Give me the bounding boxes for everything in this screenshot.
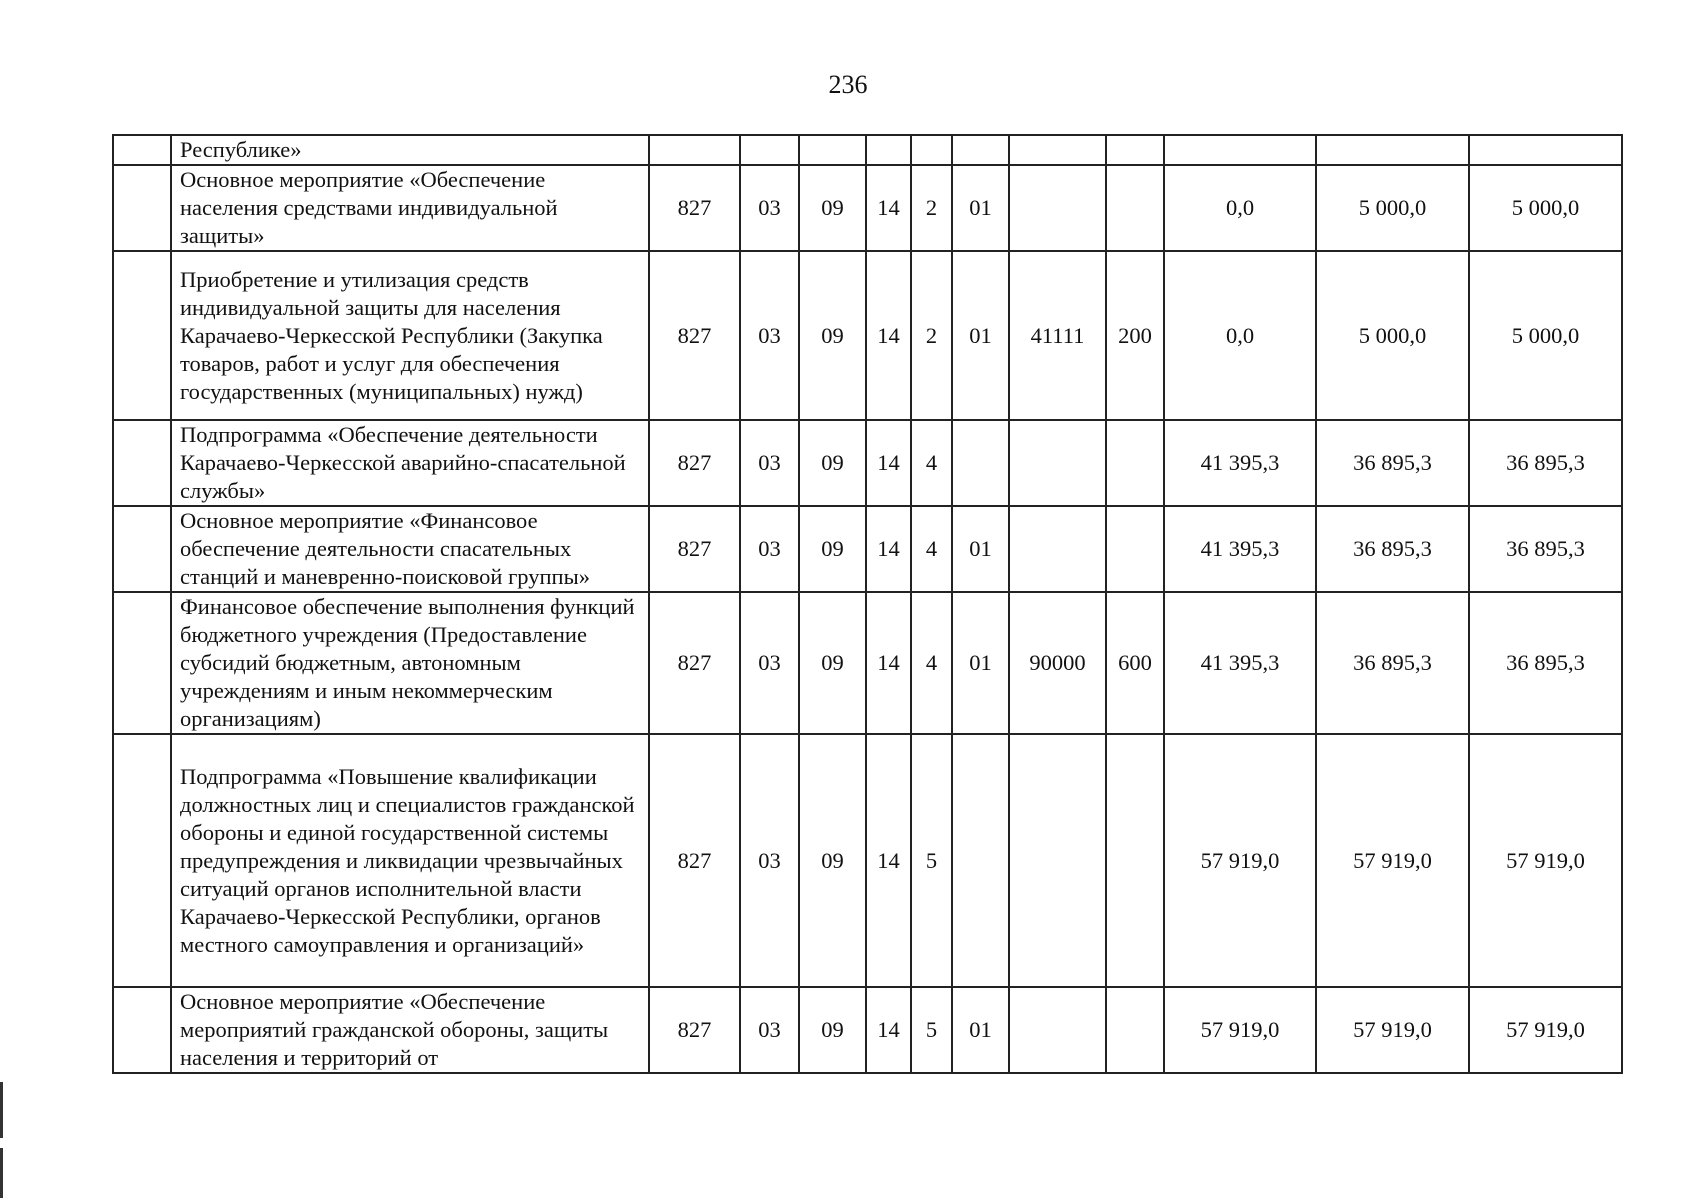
subprogram-code-cell: 4 (911, 420, 952, 506)
ministry-code-cell: 827 (649, 592, 740, 734)
amount-year2-cell: 57 919,0 (1316, 987, 1469, 1073)
section-code-cell: 03 (740, 165, 799, 251)
item-name-cell: Республике» (171, 135, 649, 165)
expense-type-code-cell (1106, 987, 1164, 1073)
section-code-cell: 03 (740, 251, 799, 420)
main-activity-code-cell (952, 135, 1009, 165)
expense-type-code-cell (1106, 135, 1164, 165)
subsection-code-cell (799, 135, 866, 165)
amount-year1-cell: 57 919,0 (1164, 734, 1316, 987)
main-activity-code-cell: 01 (952, 251, 1009, 420)
amount-year2-cell: 36 895,3 (1316, 420, 1469, 506)
subsection-code-cell: 09 (799, 987, 866, 1073)
amount-year2-cell: 36 895,3 (1316, 506, 1469, 592)
item-name-cell: Основное мероприятие «Обеспечение мероприятий гражданской обороны, защиты населения и территорий от (171, 987, 649, 1073)
main-activity-code-cell: 01 (952, 987, 1009, 1073)
subprogram-code-cell: 2 (911, 165, 952, 251)
amount-year2-cell: 57 919,0 (1316, 734, 1469, 987)
table-row (113, 135, 1622, 165)
table-row (113, 734, 1622, 987)
amount-year1-cell: 41 395,3 (1164, 506, 1316, 592)
row-number-cell (113, 251, 171, 420)
amount-year2-cell (1316, 135, 1469, 165)
direction-code-cell: 90000 (1009, 592, 1106, 734)
row-number-cell (113, 420, 171, 506)
direction-code-cell (1009, 987, 1106, 1073)
amount-year3-cell: 36 895,3 (1469, 506, 1622, 592)
ministry-code-cell: 827 (649, 251, 740, 420)
section-code-cell: 03 (740, 592, 799, 734)
subsection-code-cell: 09 (799, 251, 866, 420)
subsection-code-cell: 09 (799, 734, 866, 987)
amount-year3-cell: 5 000,0 (1469, 165, 1622, 251)
program-code-cell: 14 (866, 251, 911, 420)
main-activity-code-cell: 01 (952, 592, 1009, 734)
amount-year3-cell: 36 895,3 (1469, 420, 1622, 506)
ministry-code-cell: 827 (649, 420, 740, 506)
subprogram-code-cell: 4 (911, 592, 952, 734)
subsection-code-cell: 09 (799, 506, 866, 592)
expense-type-code-cell (1106, 734, 1164, 987)
expense-type-code-cell (1106, 420, 1164, 506)
amount-year3-cell: 57 919,0 (1469, 987, 1622, 1073)
direction-code-cell (1009, 420, 1106, 506)
subprogram-code-cell: 2 (911, 251, 952, 420)
section-code-cell: 03 (740, 987, 799, 1073)
table-row (113, 165, 1622, 251)
row-number-cell (113, 135, 171, 165)
ministry-code-cell: 827 (649, 165, 740, 251)
subprogram-code-cell: 5 (911, 987, 952, 1073)
item-name-cell: Финансовое обеспечение выполнения функций бюджетного учреждения (Предоставление субсидий бюджетным, автономным учреждениям и иным некоммерческим организациям) (171, 592, 649, 734)
main-activity-code-cell: 01 (952, 165, 1009, 251)
main-activity-code-cell (952, 734, 1009, 987)
expense-type-code-cell (1106, 165, 1164, 251)
page-number: 236 (828, 70, 868, 99)
amount-year2-cell: 5 000,0 (1316, 165, 1469, 251)
amount-year2-cell: 5 000,0 (1316, 251, 1469, 420)
direction-code-cell: 41111 (1009, 251, 1106, 420)
program-code-cell: 14 (866, 506, 911, 592)
table-row (113, 592, 1622, 734)
row-number-cell (113, 592, 171, 734)
direction-code-cell (1009, 506, 1106, 592)
subprogram-code-cell: 5 (911, 734, 952, 987)
item-name-cell: Приобретение и утилизация средств индивидуальной защиты для населения Карачаево-Черкесской Республики (Закупка товаров, работ и услуг для обеспечения государственных (муниципальных) нужд) (171, 251, 649, 420)
subprogram-code-cell (911, 135, 952, 165)
row-number-cell (113, 734, 171, 987)
budget-table (112, 134, 1623, 1074)
amount-year1-cell: 41 395,3 (1164, 420, 1316, 506)
amount-year1-cell: 41 395,3 (1164, 592, 1316, 734)
ministry-code-cell: 827 (649, 506, 740, 592)
scan-edge-mark (0, 1082, 3, 1138)
item-name-cell: Основное мероприятие «Обеспечение населения средствами индивидуальной защиты» (171, 165, 649, 251)
amount-year1-cell: 57 919,0 (1164, 987, 1316, 1073)
table-row (113, 251, 1622, 420)
amount-year2-cell: 36 895,3 (1316, 592, 1469, 734)
amount-year3-cell: 57 919,0 (1469, 734, 1622, 987)
main-activity-code-cell (952, 420, 1009, 506)
scan-edge-mark (0, 1148, 3, 1198)
row-number-cell (113, 987, 171, 1073)
direction-code-cell (1009, 165, 1106, 251)
amount-year3-cell: 36 895,3 (1469, 592, 1622, 734)
subsection-code-cell: 09 (799, 592, 866, 734)
expense-type-code-cell: 600 (1106, 592, 1164, 734)
program-code-cell: 14 (866, 420, 911, 506)
item-name-cell: Подпрограмма «Обеспечение деятельности Карачаево-Черкесской аварийно-спасательной службы» (171, 420, 649, 506)
amount-year1-cell (1164, 135, 1316, 165)
direction-code-cell (1009, 734, 1106, 987)
ministry-code-cell (649, 135, 740, 165)
row-number-cell (113, 506, 171, 592)
item-name-cell: Подпрограмма «Повышение квалификации должностных лиц и специалистов гражданской обороны и единой государственной системы предупреждения и ликвидации чрезвычайных ситуаций органов исполнительной власти Карачаево-Черкесской Республики, органов местного самоуправления и организаций» (171, 734, 649, 987)
table-row (113, 420, 1622, 506)
main-activity-code-cell: 01 (952, 506, 1009, 592)
direction-code-cell (1009, 135, 1106, 165)
program-code-cell: 14 (866, 987, 911, 1073)
program-code-cell: 14 (866, 165, 911, 251)
expense-type-code-cell (1106, 506, 1164, 592)
table-row (113, 506, 1622, 592)
subprogram-code-cell: 4 (911, 506, 952, 592)
item-name-cell: Основное мероприятие «Финансовое обеспечение деятельности спасательных станций и маневренно-поисковой группы» (171, 506, 649, 592)
row-number-cell (113, 165, 171, 251)
section-code-cell: 03 (740, 734, 799, 987)
table-row (113, 987, 1622, 1073)
subsection-code-cell: 09 (799, 420, 866, 506)
amount-year1-cell: 0,0 (1164, 251, 1316, 420)
amount-year3-cell (1469, 135, 1622, 165)
section-code-cell: 03 (740, 506, 799, 592)
subsection-code-cell: 09 (799, 165, 866, 251)
amount-year3-cell: 5 000,0 (1469, 251, 1622, 420)
program-code-cell: 14 (866, 734, 911, 987)
ministry-code-cell: 827 (649, 734, 740, 987)
section-code-cell (740, 135, 799, 165)
section-code-cell: 03 (740, 420, 799, 506)
amount-year1-cell: 0,0 (1164, 165, 1316, 251)
program-code-cell (866, 135, 911, 165)
ministry-code-cell: 827 (649, 987, 740, 1073)
program-code-cell: 14 (866, 592, 911, 734)
expense-type-code-cell: 200 (1106, 251, 1164, 420)
